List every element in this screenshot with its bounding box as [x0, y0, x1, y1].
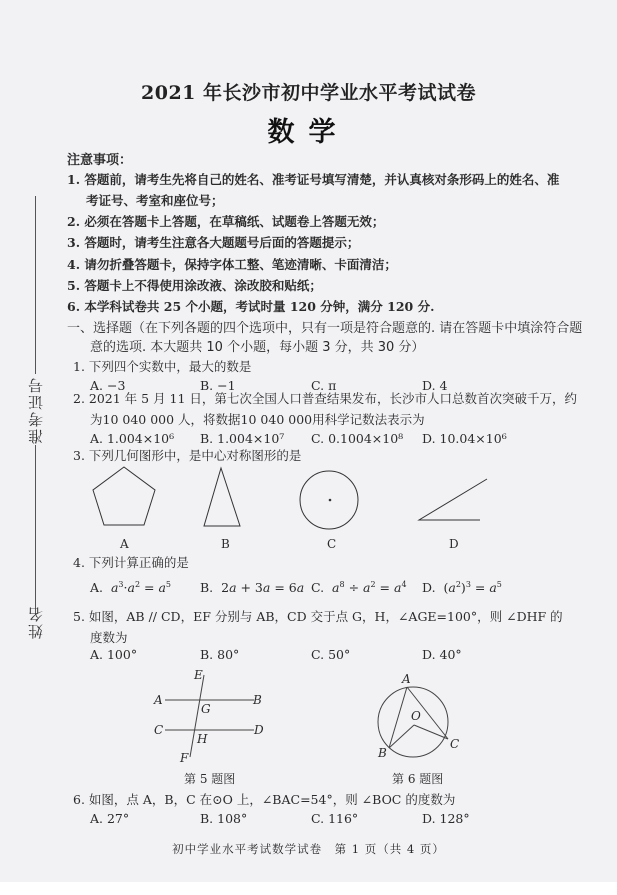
q4-option-c: C. $a^8 \div a^2 = a^4$	[311, 579, 407, 595]
q2-option-c: C. 0.1004×10⁸	[311, 431, 404, 446]
section-heading-cont: 意的选项. 本大题共 10 个小题，每小题 3 分，共 30 分）	[90, 340, 425, 355]
question-1-stem: 1. 下列四个实数中，最大的数是	[73, 359, 252, 374]
q5-option-c: C. 50°	[311, 647, 351, 662]
question-5-stem-cont: 度数为	[90, 630, 128, 645]
notice-item-3: 3. 答题时，请考生注意各大题题号后面的答题提示；	[67, 235, 360, 250]
q3-label-d: D	[449, 537, 459, 551]
fig6-caption: 第 6 题图	[392, 772, 444, 786]
question-3-stem: 3. 下列几何图形中，是中心对称图形的是	[73, 448, 302, 463]
question-5-stem: 5. 如图，AB // CD，EF 分别与 AB，CD 交于点 G，H，∠AGE=100°，则 ∠DHF 的	[73, 609, 563, 624]
q6-option-c: C. 116°	[311, 811, 359, 826]
fig5-point-g: G	[201, 702, 211, 716]
fig5-point-a: A	[154, 693, 163, 707]
question-2-stem-cont: 为10 040 000 人，将数据10 040 000用科学记数法表示为	[90, 412, 425, 427]
q3-label-c: C	[327, 537, 337, 551]
q1-option-b: B. −1	[200, 378, 236, 393]
q2-option-b: B. 1.004×10⁷	[200, 431, 285, 446]
q1-option-d: D. 4	[422, 378, 448, 393]
q1-option-c: C. π	[311, 378, 337, 393]
q6-option-d: D. 128°	[422, 811, 470, 826]
exam-title: 2021 年长沙市初中学业水平考试试卷	[141, 82, 476, 104]
fig5-point-c: C	[154, 723, 164, 737]
q6-option-a: A. 27°	[90, 811, 130, 826]
question-2-stem: 2. 2021 年 5 月 11 日，第七次全国人口普查结果发布，长沙市人口总数首次突破千万，约	[73, 391, 577, 406]
notice-item-2: 2. 必须在答题卡上答题，在草稿纸、试题卷上答题无效；	[67, 214, 385, 229]
notice-item-1-cont: 考证号、考室和座位号；	[86, 193, 224, 208]
notice-item-6: 6. 本学科试卷共 25 个小题，考试时量 120 分钟，满分 120 分.	[67, 299, 435, 314]
page-footer: 初中学业水平考试数学试卷 第 1 页（共 4 页）	[172, 842, 445, 856]
fig6-point-c: C	[450, 737, 460, 751]
q3-label-b: B	[221, 537, 230, 551]
q4-option-d: D. $(a^2)^3 = a^5$	[422, 579, 502, 595]
q5-option-d: D. 40°	[422, 647, 462, 662]
q2-option-a: A. 1.004×10⁶	[90, 431, 175, 446]
fig5-point-b: B	[253, 693, 262, 707]
fig5-caption: 第 5 题图	[184, 772, 236, 786]
fig5-point-d: D	[254, 723, 264, 737]
q4-option-a: A. $a^3\cdot a^2 = a^5$	[90, 579, 171, 595]
exam-number-label: 准考证号	[27, 376, 45, 444]
question-6-stem: 6. 如图，点 A，B，C 在⊙O 上，∠BAC=54°，则 ∠BOC 的度数为	[73, 792, 456, 807]
q4-option-b: B. 2a + 3a = 6a	[200, 580, 305, 595]
section-heading: 一、选择题（在下列各题的四个选项中，只有一项是符合题意的. 请在答题卡中填涂符合题	[67, 321, 583, 336]
name-label: 姓名	[27, 605, 45, 639]
subject-title: 数学	[267, 117, 350, 148]
notice-item-4: 4. 请勿折叠答题卡，保持字体工整、笔迹清晰、卡面清洁；	[67, 257, 397, 272]
fig5-point-h: H	[197, 732, 208, 746]
fig5-point-e: E	[194, 668, 203, 682]
notice-item-5: 5. 答题卡上不得使用涂改液、涂改胶和贴纸；	[67, 278, 322, 293]
notice-heading: 注意事项：	[67, 153, 133, 168]
question-4-stem: 4. 下列计算正确的是	[73, 555, 189, 570]
fig6-point-b: B	[378, 746, 387, 760]
fig5-point-f: F	[180, 751, 189, 765]
q2-option-d: D. 10.04×10⁶	[422, 431, 507, 446]
q3-label-a: A	[120, 537, 129, 551]
q5-option-b: B. 80°	[200, 647, 240, 662]
fig6-point-o: O	[411, 709, 421, 723]
q1-option-a: A. −3	[90, 378, 126, 393]
page-edge	[0, 882, 617, 895]
notice-item-1: 1. 答题前，请考生先将自己的姓名、准考证号填写清楚，并认真核对条形码上的姓名、准	[67, 172, 560, 187]
q6-option-b: B. 108°	[200, 811, 248, 826]
q5-option-a: A. 100°	[90, 647, 138, 662]
fig6-point-a: A	[402, 672, 411, 686]
